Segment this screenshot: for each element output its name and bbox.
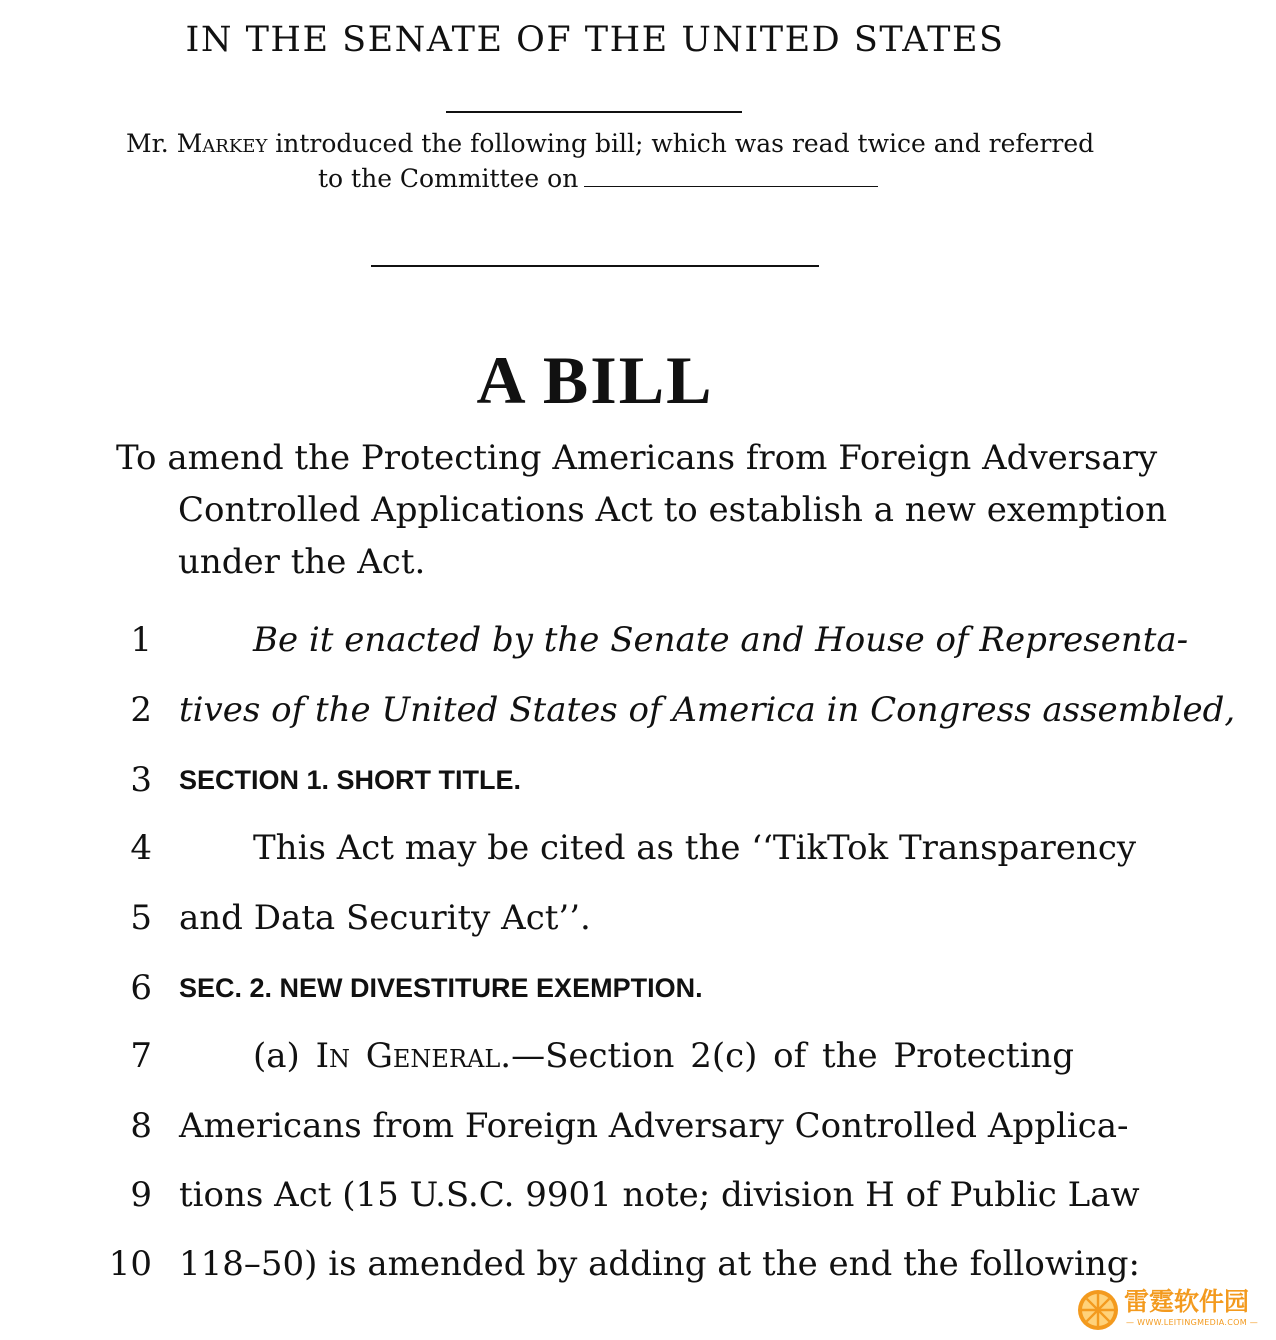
purpose-line: To amend the Protecting Americans from Foreign Adversary	[116, 438, 1158, 478]
line-number: 2	[130, 690, 152, 730]
bill-text: tions Act (15 U.S.C. 9901 note; division H of Public Law	[179, 1175, 1140, 1215]
chamber-heading: IN THE SENATE OF THE UNITED STATES	[185, 20, 1005, 60]
bill-line	[0, 1234, 1276, 1294]
line-number: 4	[130, 828, 152, 868]
bill-text: This Act may be cited as the ‘‘TikTok Transparency	[253, 828, 1137, 868]
line-number: 7	[130, 1036, 152, 1076]
title-divider	[371, 265, 819, 267]
purpose-line: Controlled Applications Act to establish a new exemption	[178, 490, 1168, 530]
header-divider	[446, 111, 742, 113]
watermark-url: — WWW.LEITINGMEDIA.COM —	[1126, 1318, 1259, 1327]
subsection-marker: (a)	[253, 1036, 316, 1076]
committee-label: to the Committee on	[318, 164, 579, 193]
bill-line	[0, 1165, 1276, 1225]
bill-line	[0, 610, 1276, 670]
bill-text	[179, 1026, 1074, 1086]
bill-line	[0, 888, 1276, 948]
line-number: 1	[130, 620, 152, 660]
bill-line	[0, 1096, 1276, 1156]
line-number: 5	[130, 898, 152, 938]
subsection-text: —Section 2(c) of the Protecting	[511, 1036, 1075, 1076]
intro-text: introduced the following bill; which was read twice and referred	[267, 129, 1095, 158]
bill-line	[0, 818, 1276, 878]
bill-purpose	[116, 432, 1168, 588]
watermark	[1074, 1286, 1270, 1334]
watermark-title: 雷霆软件园	[1124, 1287, 1250, 1316]
enacting-clause: tives of the United States of America in Congress assembled,	[179, 690, 1236, 730]
bill-title: A BILL	[476, 342, 714, 418]
section-heading: SECTION 1. SHORT TITLE.	[179, 765, 522, 795]
line-number: 3	[130, 760, 152, 800]
committee-blank	[584, 186, 878, 187]
introduction-statement	[126, 126, 1095, 196]
line-number: 10	[108, 1244, 152, 1284]
bill-line	[0, 958, 1276, 1018]
bill-text: Americans from Foreign Adversary Controlled Applica-	[179, 1106, 1129, 1146]
bill-line	[0, 1026, 1276, 1086]
line-number: 8	[130, 1106, 152, 1146]
sponsor-name: Markey	[176, 129, 268, 158]
enacting-clause: Be it enacted by the Senate and House of Representa-	[253, 620, 1189, 660]
orange-slice-logo-icon	[1076, 1288, 1120, 1332]
bill-line	[0, 680, 1276, 740]
line-number: 9	[130, 1175, 152, 1215]
intro-prefix: Mr.	[126, 129, 177, 158]
section-heading: SEC. 2. NEW DIVESTITURE EXEMPTION.	[179, 973, 703, 1003]
bill-text: and Data Security Act’’.	[179, 898, 591, 938]
bill-line	[0, 750, 1276, 810]
intro-line-2	[126, 161, 1066, 196]
purpose-line: under the Act.	[178, 542, 426, 582]
subsection-heading: In General.	[315, 1036, 512, 1076]
bill-text: 118–50) is amended by adding at the end the following:	[179, 1244, 1140, 1284]
line-number: 6	[130, 968, 152, 1008]
